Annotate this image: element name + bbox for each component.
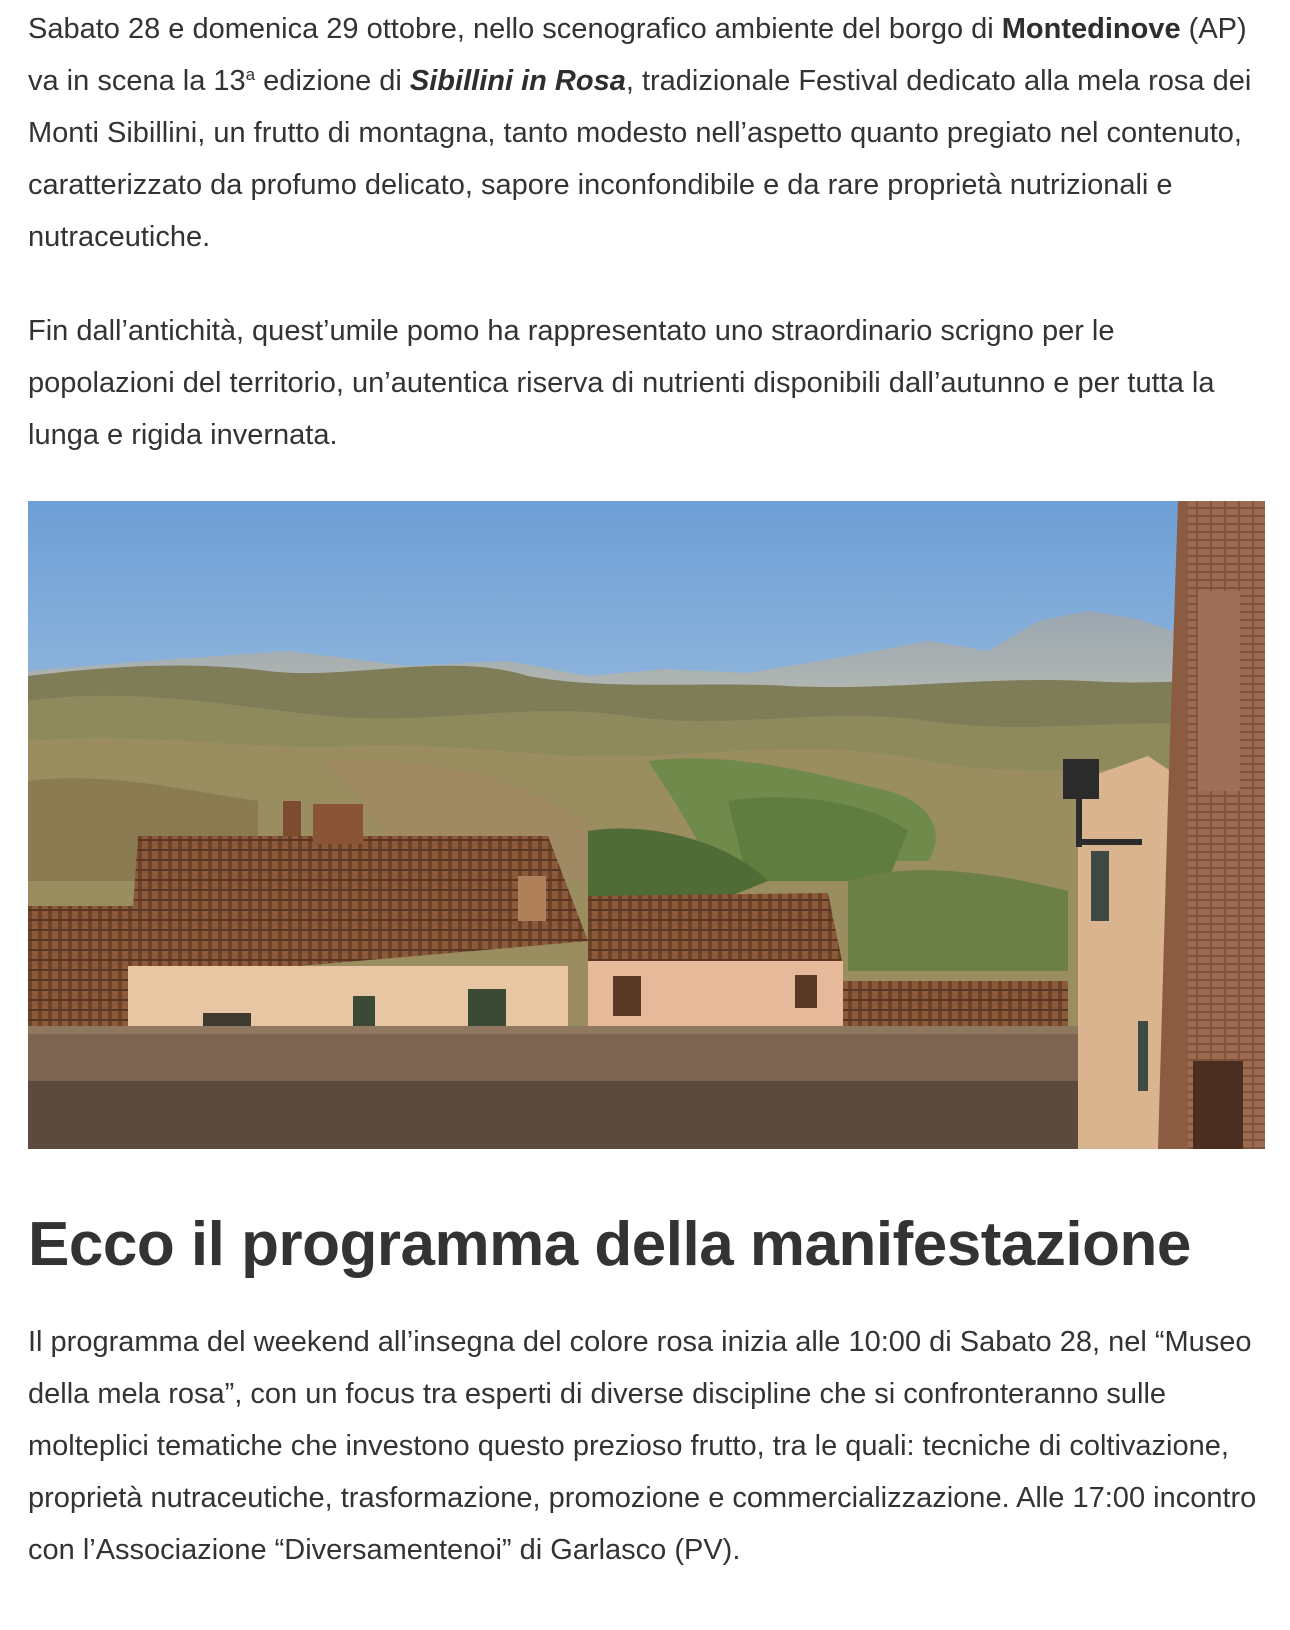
ordinal-indicator: a: [245, 65, 256, 84]
chimney-2: [283, 801, 301, 836]
intro-text-4: , tradizionale Festival dedicato alla mela rosa dei Monti Sibillini, un frutto di montagna, tanto modesto nell’aspetto quanto pregiato nel contenuto, caratterizzato da profumo delicato, sapore inconfondibile e da rare proprietà nutrizionali e nutraceutiche.: [28, 65, 1252, 253]
terrace-wall: [28, 1026, 1078, 1081]
piazza-pavement: [28, 1081, 1148, 1149]
window-2: [353, 996, 375, 1031]
lamp-bracket: [1076, 797, 1082, 847]
intro-text-2: (AP) va in scena la 13: [28, 13, 1247, 97]
shutter-1: [1091, 851, 1109, 921]
right-roof: [843, 981, 1068, 1026]
program-paragraph: Il programma del weekend all’insegna del colore rosa inizia alle 10:00 di Sabato 28, nel “Museo della mela rosa”, con un focus tra esperti di diverse discipline che si confronteranno sulle molteplici tematiche che investono questo prezioso frutto, tra le quali: tecniche di coltivazione, proprietà nutraceutiche, trasformazione, promozione e commercializzazione. Alle 17:00 incontro con l’Associazione “Diversamentenoi” di Garlasco (PV).: [28, 1326, 1257, 1566]
tower-door: [1193, 1061, 1243, 1149]
landscape-photo: [28, 501, 1265, 1149]
shutter-2: [1138, 1021, 1148, 1091]
tower-shutter: [1198, 591, 1240, 791]
festival-name: Sibillini in Rosa: [409, 65, 626, 97]
town-name: Montedinove: [1001, 13, 1181, 45]
intro-text-3: edizione di: [255, 65, 410, 97]
window-4: [613, 976, 641, 1016]
intro-paragraph-1: [28, 3, 1268, 263]
chimney-1: [313, 804, 363, 844]
terrace-wall-top: [28, 1026, 1078, 1034]
second-roof: [588, 893, 843, 971]
window-5: [795, 975, 817, 1008]
street-lamp: [1063, 759, 1099, 799]
intro-paragraph-2: Fin dall’antichità, quest’umile pomo ha rappresentato uno straordinario scrigno per le popolazioni del territorio, un’autentica riserva di nutrienti disponibili dall’autunno e per tutta la lunga e rigida invernata.: [28, 315, 1215, 451]
chimney-3: [518, 876, 546, 921]
intro-text-1: Sabato 28 e domenica 29 ottobre, nello scenografico ambiente del borgo di: [28, 13, 1002, 45]
lamp-arm: [1082, 839, 1142, 845]
field-5: [848, 870, 1068, 971]
section-heading: Ecco il programma della manifestazione: [28, 1210, 1191, 1279]
left-roof: [28, 906, 138, 1026]
landscape-illustration: [28, 501, 1265, 1149]
